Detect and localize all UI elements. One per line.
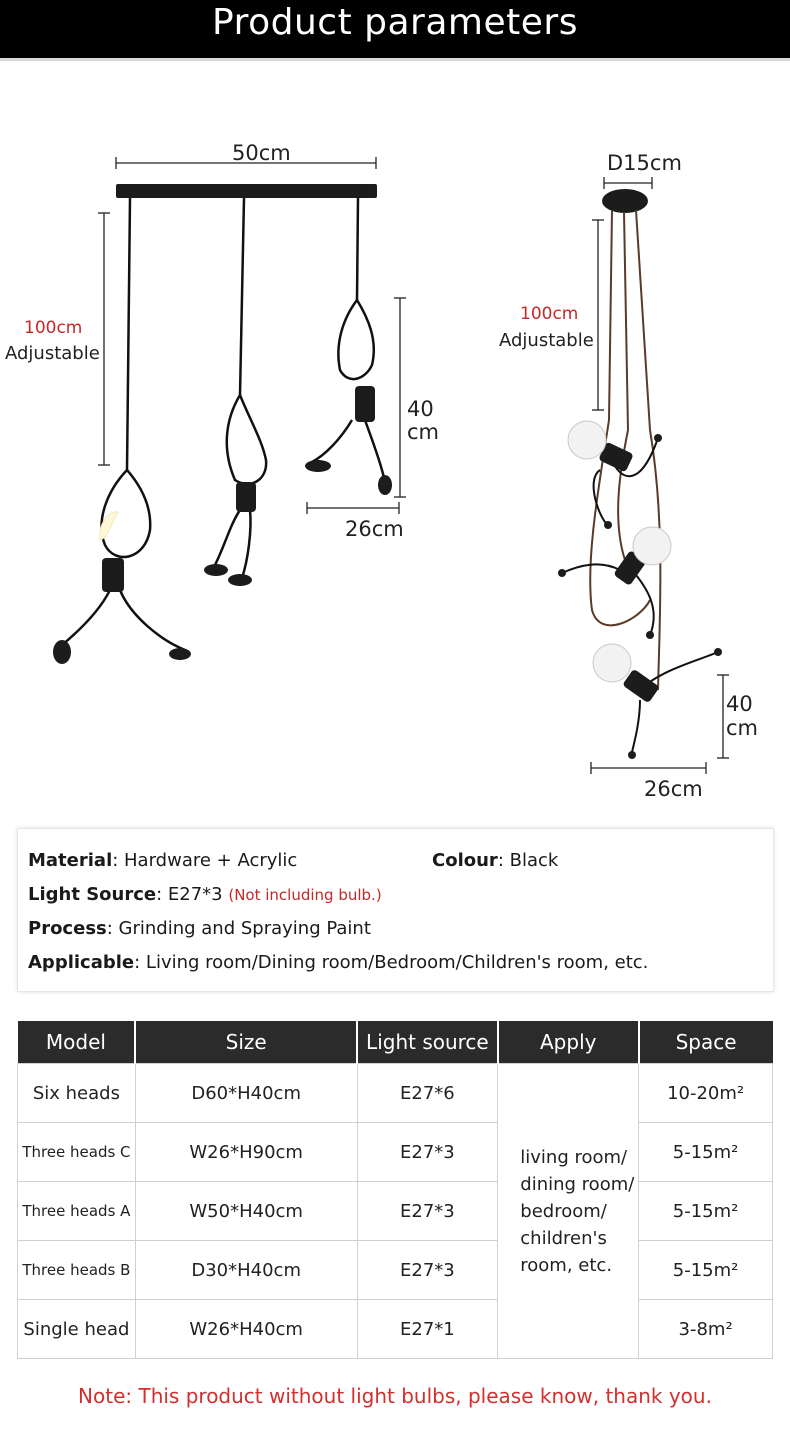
table-row bbox=[18, 1241, 773, 1300]
cell-model: Three heads A bbox=[18, 1182, 136, 1241]
spec-colour-value: : Black bbox=[497, 850, 559, 871]
table-row bbox=[18, 1064, 773, 1123]
right-span-label: 26cm bbox=[644, 777, 703, 801]
table-row bbox=[18, 1182, 773, 1241]
page-header bbox=[0, 0, 790, 58]
cell-model: Three heads B bbox=[18, 1241, 136, 1300]
left-width-label: 50cm bbox=[232, 141, 291, 165]
left-drop-note: Adjustable bbox=[5, 343, 100, 364]
cell-size: W26*H40cm bbox=[135, 1300, 357, 1359]
spec-applicable-value: : Living room/Dining room/Bedroom/Children's room, etc. bbox=[134, 952, 649, 973]
spec-light-note: (Not including bulb.) bbox=[228, 886, 382, 904]
right-pendant-lamp bbox=[558, 189, 722, 759]
cell-space: 5-15m² bbox=[639, 1182, 773, 1241]
spec-material-value: : Hardware + Acrylic bbox=[112, 850, 298, 871]
apply-line: bedroom/ bbox=[520, 1200, 607, 1222]
cell-model: Six heads bbox=[18, 1064, 136, 1123]
cell-size: D60*H40cm bbox=[135, 1064, 357, 1123]
right-height-value: 40 bbox=[726, 692, 753, 716]
right-drop-value: 100cm bbox=[520, 304, 579, 324]
left-height-unit: cm bbox=[407, 420, 440, 444]
cell-size: W26*H90cm bbox=[135, 1123, 357, 1182]
spec-applicable-label: Applicable bbox=[28, 952, 135, 973]
cell-light: E27*3 bbox=[357, 1182, 498, 1241]
cell-light: E27*3 bbox=[357, 1241, 498, 1300]
right-height-unit: cm bbox=[726, 716, 759, 740]
cell-apply bbox=[498, 1064, 639, 1359]
apply-line: children's bbox=[520, 1227, 607, 1249]
cell-size: W50*H40cm bbox=[135, 1182, 357, 1241]
cell-space: 10-20m² bbox=[639, 1064, 773, 1123]
table-row bbox=[18, 1123, 773, 1182]
spec-colour bbox=[432, 850, 558, 871]
cell-size: D30*H40cm bbox=[135, 1241, 357, 1300]
right-drop-note: Adjustable bbox=[499, 330, 594, 351]
cell-space: 3-8m² bbox=[639, 1300, 773, 1359]
table-header-row bbox=[18, 1021, 773, 1064]
left-span-label: 26cm bbox=[345, 517, 404, 541]
apply-line: living room/ bbox=[520, 1146, 628, 1168]
left-dimension-lines bbox=[98, 157, 406, 514]
header-apply: Apply bbox=[498, 1021, 639, 1064]
spec-light-label: Light Source bbox=[28, 884, 157, 905]
spec-light-source bbox=[28, 884, 382, 905]
spec-applicable bbox=[28, 952, 648, 973]
cell-space: 5-15m² bbox=[639, 1123, 773, 1182]
left-height-value: 40 bbox=[407, 397, 434, 421]
cell-model: Three heads C bbox=[18, 1123, 136, 1182]
cell-light: E27*1 bbox=[357, 1300, 498, 1359]
page-title: Product parameters bbox=[212, 2, 578, 43]
model-table bbox=[17, 1021, 773, 1359]
right-diameter-label: D15cm bbox=[607, 151, 682, 175]
cell-light: E27*3 bbox=[357, 1123, 498, 1182]
spec-process-value: : Grinding and Spraying Paint bbox=[106, 918, 371, 939]
header-space: Space bbox=[639, 1021, 773, 1064]
spec-material bbox=[28, 850, 297, 871]
apply-line: room, etc. bbox=[520, 1254, 613, 1276]
table-row bbox=[18, 1300, 773, 1359]
apply-line: dining room/ bbox=[520, 1173, 635, 1195]
spec-process-label: Process bbox=[28, 918, 107, 939]
spec-material-label: Material bbox=[28, 850, 113, 871]
spec-light-value: : E27*3 bbox=[156, 884, 229, 905]
spec-box bbox=[17, 828, 774, 992]
cell-light: E27*6 bbox=[357, 1064, 498, 1123]
header-size: Size bbox=[135, 1021, 357, 1064]
spec-process bbox=[28, 918, 371, 939]
header-light-source: Light source bbox=[357, 1021, 498, 1064]
left-drop-value: 100cm bbox=[24, 318, 83, 338]
cell-model: Single head bbox=[18, 1300, 136, 1359]
cell-space: 5-15m² bbox=[639, 1241, 773, 1300]
bulb-note: Note: This product without light bulbs, please know, thank you. bbox=[78, 1384, 712, 1408]
header-model: Model bbox=[18, 1021, 136, 1064]
spec-colour-label: Colour bbox=[432, 850, 498, 871]
